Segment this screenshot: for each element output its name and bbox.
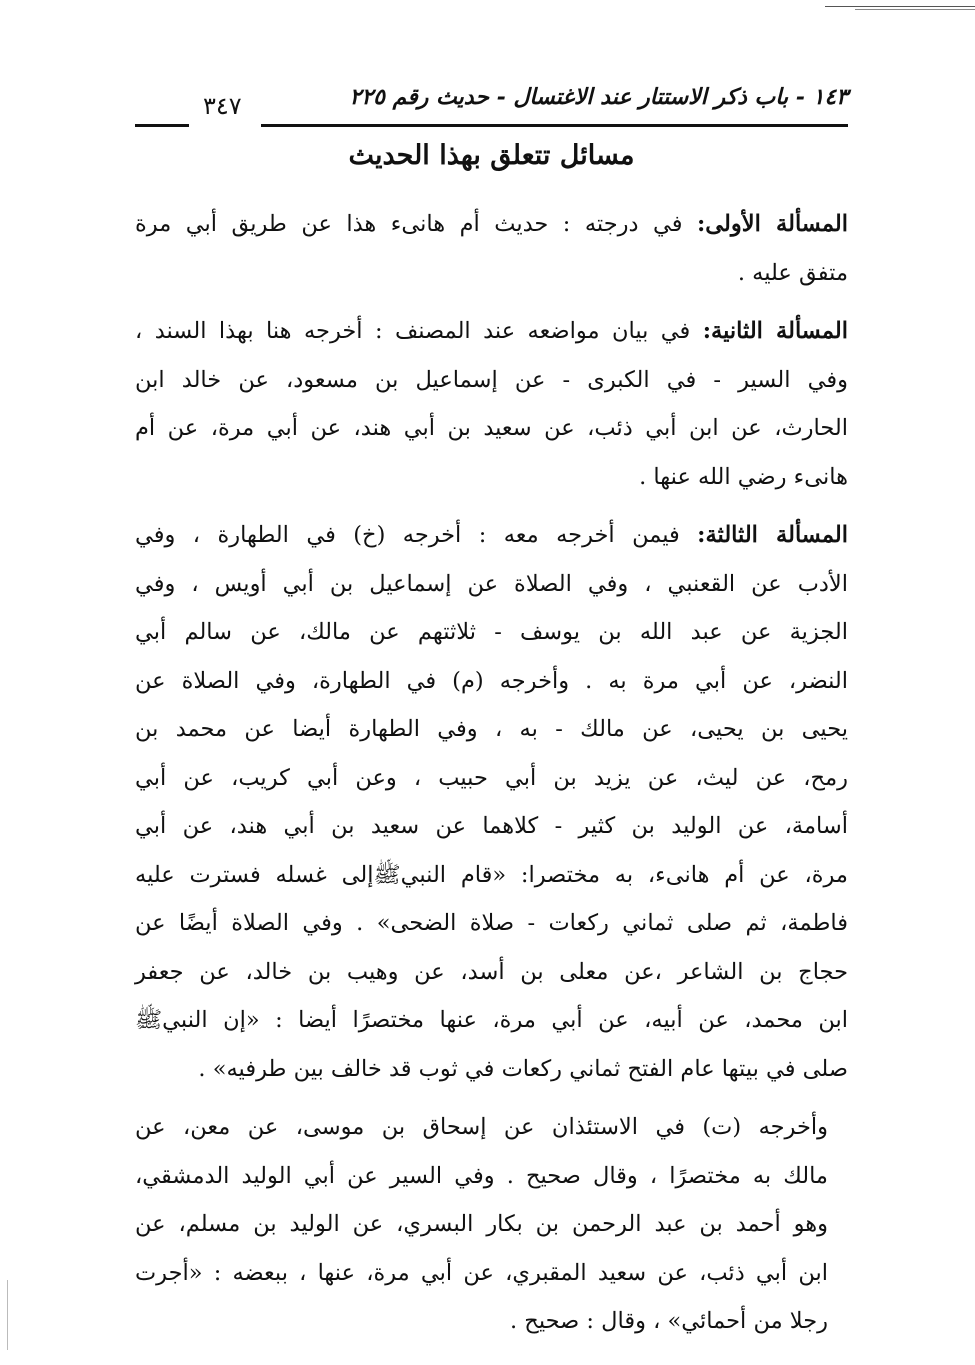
text-line [135,948,848,997]
text-line [135,754,848,803]
line-text: ابن محمد، عن أبيه، عن أبي مرة، عنها مختصرًا أيضا : «إن النبيﷺ [135,1007,848,1033]
line-text: متفق عليه . [737,259,848,286]
text-line [135,705,848,754]
line-text: وهو أحمد بن عبد الرحمن بن بكار البسري، عن الوليد بن مسلم، عن [135,1211,828,1237]
line-text: الجزية عن عبد الله بن يوسف - ثلاثتهم عن مالك، عن سالم أبي [135,619,848,645]
text-line [135,899,848,948]
section-heading: مسائل تتعلق بهذا الحديث [348,140,635,171]
text-line [135,404,848,453]
line-text: ابن أبي ذئب، عن سعيد المقبري، عن أبي مرة، عنها ، ببعضه : «أجرت [135,1259,828,1286]
line-text: في درجته : حديث أم هانىء هذا عن طريق أبي مرة [135,211,697,237]
line-text: فاطمة، ثم صلى ثماني ركعات - صلاة الضحى» . وفي الصلاة أيضًا عن [135,910,848,936]
paragraph [135,1103,848,1346]
line-text: يحيى بن يحيى، عن مالك - به ، وفي الطهارة أيضا عن محمد بن [135,716,848,742]
issue-label: المسألة الثالثة: [697,522,848,548]
text-line [135,996,848,1045]
paragraph [135,307,848,501]
text-line [135,608,848,657]
line-text: هانىء رضي الله عنها . [639,463,848,490]
line-text: مرة، عن أم هانىء، به مختصرا: «قام النبيﷺإلى غسله فسترت عليه [135,861,848,888]
line-text: الأدب عن القعنبي ، وفي الصلاة عن إسماعيل بن أبي أويس ، وفي [135,570,848,597]
line-text: فيمن أخرجه معه : أخرجه (خ) في الطهارة ، وفي [135,522,698,548]
text-line [135,453,848,502]
page-number: ٣٤٧ [197,92,248,120]
text-line [135,200,848,249]
text-line [135,1249,848,1298]
chapter-title: ١٤٣ - باب ذكر الاستتار عند الاغتسال - حديث رقم ٢٢٥ [349,84,848,110]
text-line [135,560,848,609]
line-text: مالك به مختصرًا ، وقال صحيح . وفي السير عن أبي الوليد الدمشقي، [135,1162,828,1189]
scan-margin-line [7,1280,8,1350]
text-line [135,356,848,405]
text-line [135,1103,848,1152]
issue-label: المسألة الأولى: [697,211,848,237]
line-text: حجاج بن الشاعر ،عن معلى بن أسد، عن وهيب بن خالد، عن جعفر [135,958,848,985]
line-text: رمح، عن ليث، عن يزيد بن أبي حبيب ، وعن أبي كريب، عن أبي [135,764,848,791]
header-rule-gap [189,120,261,132]
paragraph [135,511,848,1093]
text-line [135,851,848,900]
line-text: النضر، عن أبي مرة به . وأخرجه (م) في الطهارة، وفي الصلاة عن [135,667,848,694]
text-line [135,802,848,851]
running-header [135,84,848,124]
text-line [135,1152,848,1201]
text-line [135,307,848,356]
text-line [135,1297,848,1346]
line-text: رجلا من أحمائي» ، وقال : صحيح . [509,1308,828,1334]
text-line [135,1045,848,1094]
body-text [135,200,848,1346]
line-text: صلى في بيتها عام الفتح ثماني ركعات في ثوب قد خالف بين طرفيه» . [198,1055,848,1082]
line-text: وفي السير - في الكبرى - عن إسماعيل بن مسعود، عن خالد ابن [135,366,848,393]
paragraph [135,200,848,297]
line-text: في بيان مواضعه عند المصنف : أخرجه هنا بهذا السند ، [135,318,703,344]
text-line [135,1200,848,1249]
text-line [135,657,848,706]
scan-corner-lines [815,0,975,20]
line-text: أسامة، عن الوليد بن كثير - كلاهما عن سعيد بن أبي هند، عن أبي [135,813,848,839]
line-text: وأخرجه (ت) في الاستئذان عن إسحاق بن موسى، عن معن، عن [135,1114,828,1140]
line-text: الحارث، عن ابن أبي ذئب، عن سعيد بن أبي هند، عن أبي مرة، عن أم [135,415,848,441]
text-line [135,249,848,298]
issue-label: المسألة الثانية: [702,318,848,344]
text-line [135,511,848,560]
